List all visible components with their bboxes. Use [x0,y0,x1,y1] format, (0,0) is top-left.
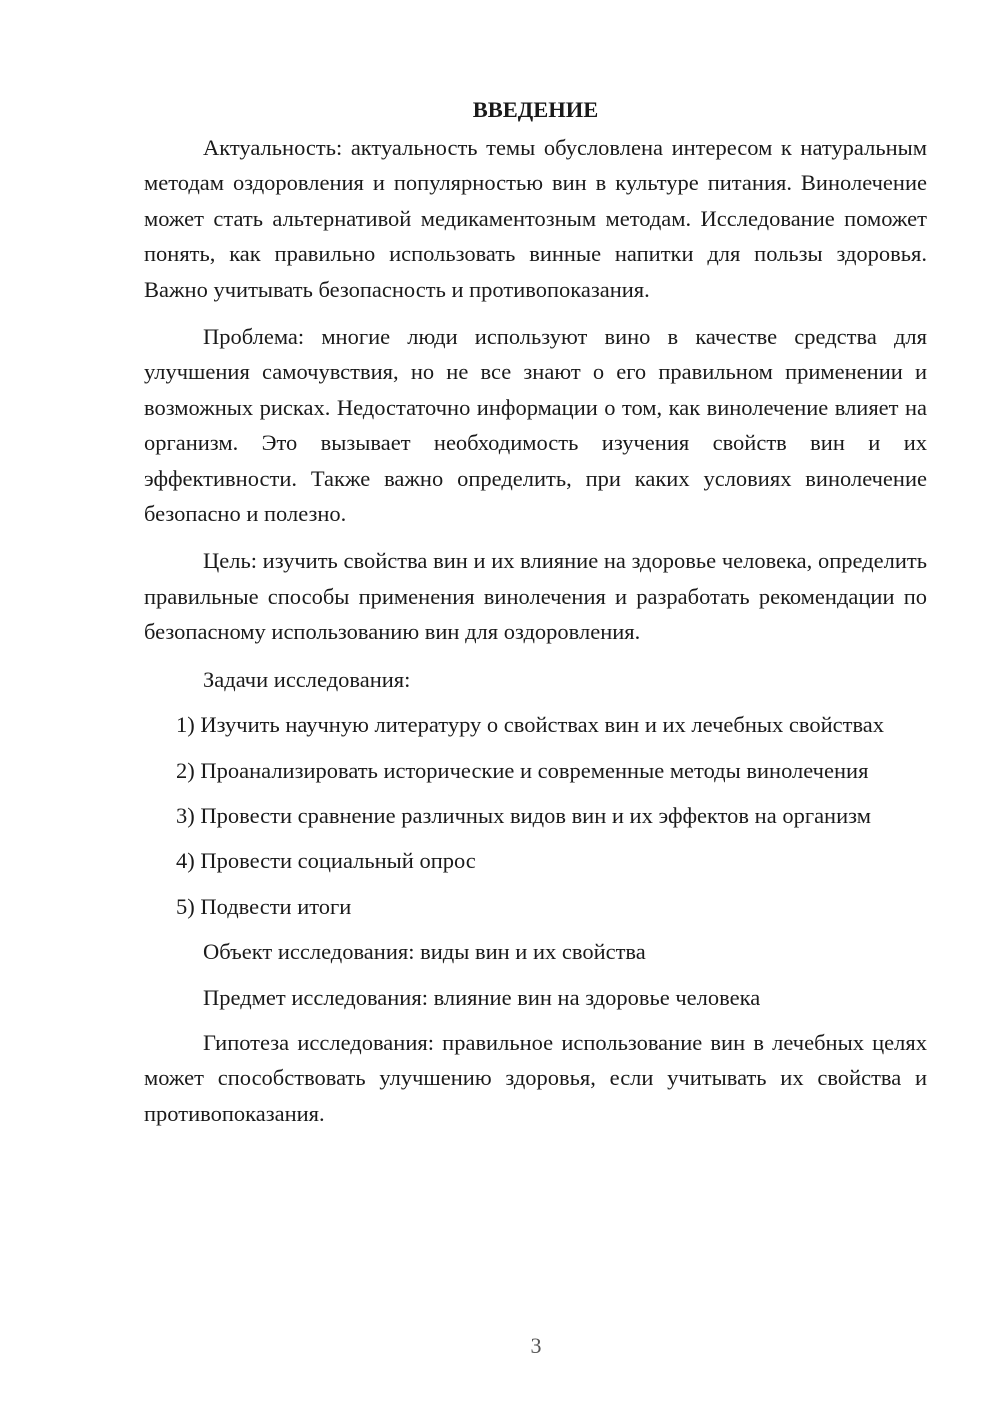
task-item: 3) Провести сравнение различных видов вин и их эффектов на организм [176,802,871,828]
task-item: 1) Изучить научную литературу о свойствах вин и их лечебных свойствах [176,712,885,738]
tasks-heading: Задачи исследования: [203,666,411,692]
task-item: 2) Проанализировать исторические и современные методы винолечения [176,757,869,783]
goal-paragraph: Цель: изучить свойства вин и их влияние на здоровье человека, определить правильные способы применения винолечения и разработать рекомендации по безопасному использованию вин для оздоровления. [144,548,927,645]
task-item: 4) Провести социальный опрос [176,848,476,874]
relevance-paragraph: Актуальность: актуальность темы обусловлена интересом к натуральным методам оздоровления и популярностью вин в культуре питания. Винолечение может стать альтернативой медикаментозным методам. Исследование поможет понять, как правильно использовать винные напитки для пользы здоровья. Важно учитывать безопасность и противопоказания. [144,135,927,302]
section-title: ВВЕДЕНИЕ [472,97,599,122]
research-subject: Предмет исследования: влияние вин на здоровье человека [203,984,761,1010]
task-item: 5) Подвести итоги [176,893,352,919]
hypothesis-paragraph: Гипотеза исследования: правильное использование вин в лечебных целях может способствовать улучшению здоровья, если учитывать их свойства и противопоказания. [144,1029,927,1126]
problem-paragraph: Проблема: многие люди используют вино в качестве средства для улучшения самочувствия, но не все знают о его правильном применении и возможных рисках. Недостаточно информации о том, как винолечение влияет на организм. Это вызывает необходимость изучения свойств вин и их эффективности. Также важно определить, при каких условиях винолечение безопасно и полезно. [144,324,927,527]
page-number: 3 [530,1333,542,1358]
research-object: Объект исследования: виды вин и их свойства [203,939,646,965]
document-body [144,92,927,1143]
